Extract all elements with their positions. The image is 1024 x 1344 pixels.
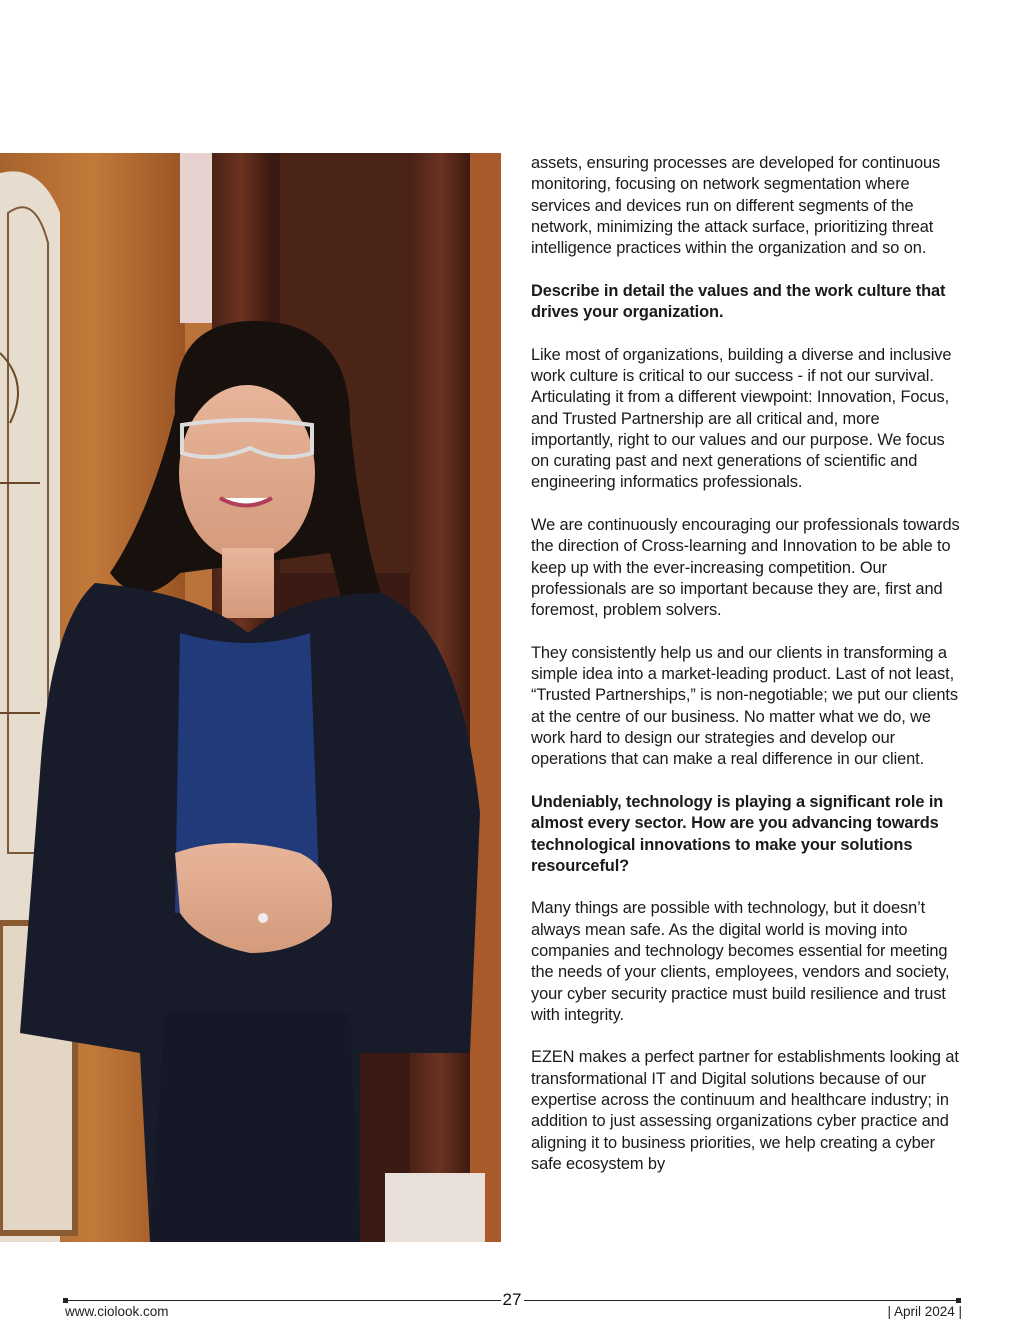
interview-question: Undeniably, technology is playing a significant role in almost every sector. How are you advancing towards technological innovations to make your solutions resourceful? (531, 792, 944, 875)
answer-paragraph: They consistently help us and our clients in transforming a simple idea into a market-leading product. Last of not least, “Trusted Partnerships,” is non-negotiable; we put our clients at the centre of our business. No matter what we do, we work hard to design our strategies and develop our operations that can make a real difference in our client. (531, 643, 958, 769)
footer-rule-right (524, 1300, 958, 1301)
answer-paragraph: EZEN makes a perfect partner for establishments looking at transformational IT and Digital solutions because of our expertise across the continuum and healthcare industry; in addition to just assessing organizations cyber practice and aligning it to business priorities, we help creating a cyber safe ecosystem by (531, 1048, 959, 1173)
article-body (531, 153, 963, 1197)
answer-paragraph: Like most of organizations, building a diverse and inclusive work culture is critical to our success - if not our survival. Articulating it from a different viewpoint: Innovation, Focus, and Trusted Partnership are all critical and, more importantly, right to our values and our purpose. We focus on curating past and next generations of scientific and engineering informatics professionals. (531, 345, 952, 492)
footer-website-link[interactable]: www.ciolook.com (65, 1304, 169, 1319)
footer-issue-date: | April 2024 | (887, 1304, 962, 1319)
answer-paragraph: assets, ensuring processes are developed for continuous monitoring, focusing on network segmentation where services and devices run on different segments of the network, minimizing the attack surface, prioritizing threat intelligence practices within the organization and so on. (531, 154, 941, 258)
answer-paragraph: We are continuously encouraging our professionals towards the direction of Cross-learning and Innovation to be able to keep up with the ever-increasing competition. Our professionals are so important because they are, first and foremost, problem solvers. (531, 516, 960, 620)
interview-question: Describe in detail the values and the work culture that drives your organization. (531, 281, 946, 322)
page-number: 27 (502, 1290, 522, 1309)
footer-rule-left (66, 1300, 501, 1301)
footer-rule-endpoint-left (63, 1298, 68, 1303)
portrait-photo (0, 153, 501, 1242)
footer-rule-endpoint-right (956, 1298, 961, 1303)
answer-paragraph: Many things are possible with technology, but it doesn’t always mean safe. As the digital world is moving into companies and technology becomes essential for meeting the needs of your clients, employees, vendors and society, your cyber security practice must build resilience and trust with integrity. (531, 899, 950, 1024)
